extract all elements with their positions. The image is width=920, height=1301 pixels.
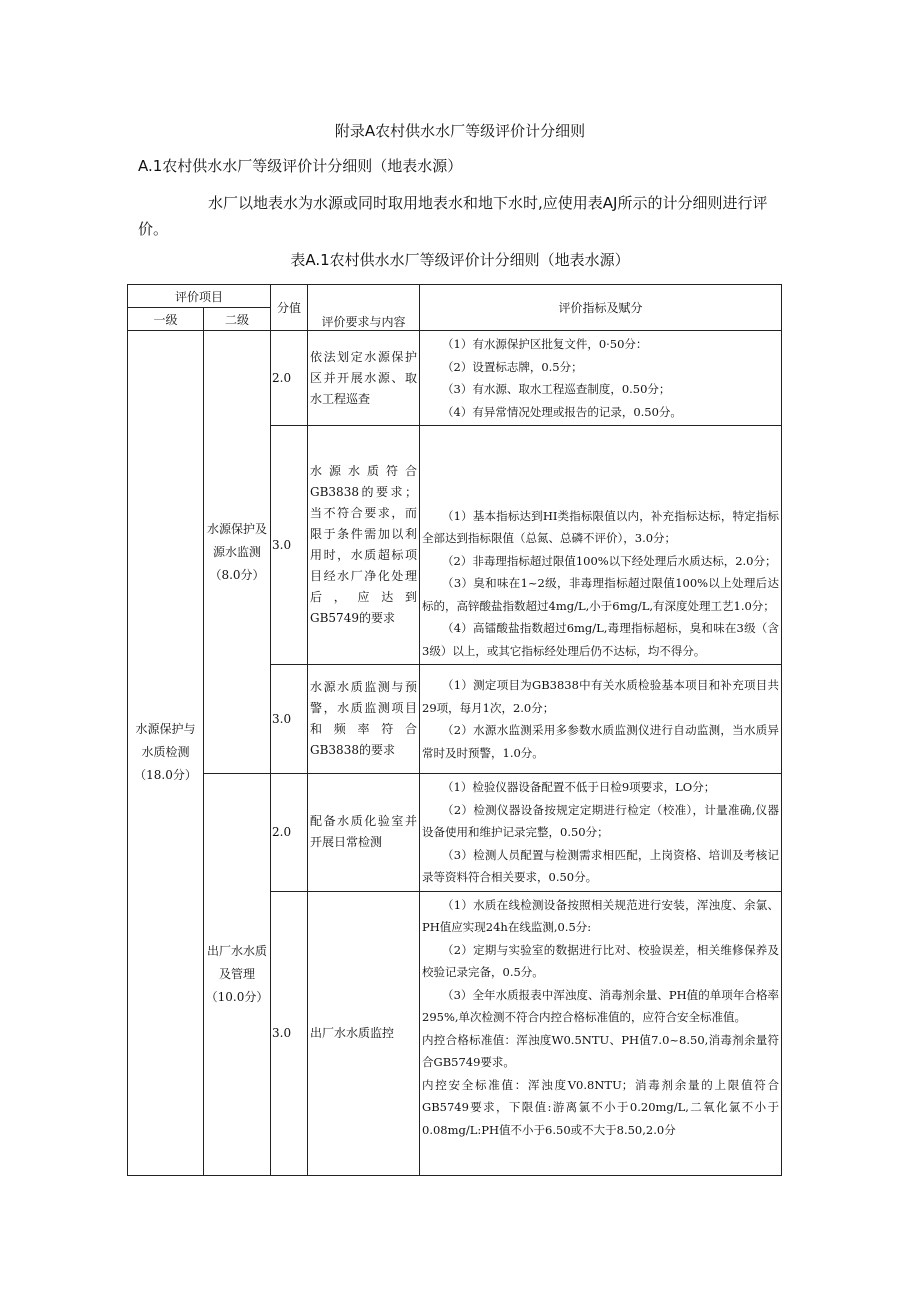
criteria-item: （2）设置标志牌，0.5分；: [442, 359, 583, 374]
criteria-item: （3）有水源、取水工程巡查制度，0.50分；: [442, 382, 671, 396]
section-heading: A.1农村供水水厂等级评价计分细则（地表水源）: [138, 157, 463, 175]
criteria-item: （2）检测仪器设备按规定定期进行检定（校准），计量准确,仪器设备使用和维护记录完整，0.50分；: [422, 802, 780, 839]
criteria-item: （4）有异常情况处理或报告的记录，0.50分。: [442, 404, 682, 419]
level2-points: （10.0分）: [205, 989, 269, 1004]
criteria-item: （4）高镭酸盐指数超过6mg∕L,毒理指标超标，臭和味在3级（含3级）以上，或其它指标经处理后仍不达标，均不得分。: [422, 621, 780, 658]
criteria-cell: [420, 891, 782, 1175]
criteria-item: （1）检验仪器设备配置不低于日检9项要求，LO分；: [442, 780, 716, 794]
criteria-item: （3）全年水质报表中浑浊度、消毒剂余量、PH值的单项年合格率295%,单次检测不符合内控合格标准值的，应符合安全标准值。: [422, 987, 780, 1024]
intro-paragraph: 水厂以地表水为水源或同时取用地表水和地下水时,应使用表AJ所示的计分细则进行评价。: [138, 194, 768, 238]
header-eval-item: 评价项目: [128, 285, 271, 308]
requirement-cell: 水源水质监测与预警，水质监测项目和频率符合GB3838的要求: [308, 665, 420, 774]
criteria-item: （2）定期与实验室的数据进行比对、校验误差，相关维修保养及校验记录完备，0.5分。: [422, 942, 780, 979]
criteria-note: 内控安全标准值：浑浊度V0.8NTU；消毒剂余量的上限值符合GB5749要求，下限值:游离氯不小于0.20mg∕L,二氧化氯不小于0.08mg∕L:PH值不小于6.50或不大于8.50,2.0分: [422, 1077, 780, 1137]
level2-name: 水源保护及源水监测: [207, 521, 268, 559]
score-cell: 3.0: [271, 665, 308, 774]
header-criteria: 评价指标及赋分: [420, 285, 782, 331]
score-cell: 3.0: [271, 426, 308, 665]
level1-points: （18.0分）: [134, 768, 197, 783]
level2-cell-source: [204, 331, 271, 774]
level2-name: 出厂水水质及管理: [207, 943, 268, 981]
criteria-item: （3）臭和味在1~2级，非毒理指标超过限值100%以上处理后达标的，高锌酸盐指数超过4mg∕L,小于6mg∕L,有深度处理工艺1.0分；: [422, 576, 780, 613]
requirement-cell: 依法划定水源保护区并开展水源、取水工程巡查: [308, 331, 420, 426]
criteria-item: （3）检测人员配置与检测需求相匹配，上岗资格、培训及考核记录等资料符合相关要求，0.50分。: [422, 847, 780, 884]
level1-name: 水源保护与水质检测: [135, 722, 196, 760]
scoring-table: [127, 284, 782, 1176]
appendix-title: 附录A农村供水水厂等级评价计分细则: [334, 122, 586, 140]
table-caption: 表A.1农村供水水厂等级评价计分细则（地表水源）: [290, 251, 630, 269]
requirement-cell: 出厂水水质监控: [308, 891, 420, 1175]
criteria-cell: [420, 426, 782, 665]
requirement-cell: 水源水质符合GB3838的要求；当不符合要求，而限于条件需加以利用时，水质超标项目经水厂净化处理后，应达到GB5749的要求: [308, 426, 420, 665]
score-cell: 2.0: [271, 774, 308, 892]
criteria-item: （1）水质在线检测设备按照相关规范进行安装，浑浊度、余氯、PH值应实现24h在线监测,0.5分:: [422, 897, 780, 934]
criteria-note: 内控合格标准值：浑浊度W0.5NTU、PH值7.0~8.50,消毒剂余量符合GB5749要求。: [422, 1032, 780, 1069]
criteria-cell: [420, 774, 782, 892]
header-level2: 二级: [204, 308, 271, 331]
criteria-item: （1）基本指标达到HI类指标限值以内，补充指标达标，特定指标全部达到指标限值（总氮、总磷不评价），3.0分；: [422, 508, 780, 545]
criteria-cell: [420, 665, 782, 774]
criteria-item: （1）有水源保护区批复文件，0·50分：: [442, 337, 648, 351]
score-cell: 2.0: [271, 331, 308, 426]
criteria-item: （2）非毒理指标超过限值100%以下经处理后水质达标，2.0分；: [442, 553, 777, 568]
level2-cell-outlet: [204, 774, 271, 1176]
requirement-cell: 配备水质化验室并开展日常检测: [308, 774, 420, 892]
criteria-item: （2）水源水监测采用多参数水质监测仪进行自动监测，当水质异常时及时预警，1.0分。: [422, 723, 780, 760]
level2-points: （8.0分）: [209, 567, 265, 582]
criteria-item: （1）测定项目为GB3838中有关水质检验基本项目和补充项目共29项，每月1次，2.0分；: [422, 678, 780, 715]
level1-cell: [128, 331, 204, 1176]
header-requirement: 评价要求与内容: [308, 285, 420, 331]
header-score: 分值: [271, 285, 308, 331]
criteria-cell: [420, 331, 782, 426]
header-level1: 一级: [128, 308, 204, 331]
score-cell: 3.0: [271, 891, 308, 1175]
